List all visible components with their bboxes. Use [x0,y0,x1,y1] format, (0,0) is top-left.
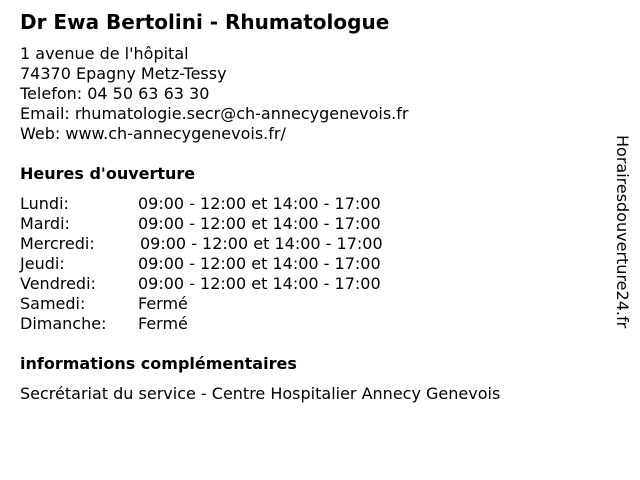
address-city: 74370 Epagny Metz-Tessy [20,64,227,83]
watermark-text: Horairesdouverture24.fr [613,135,632,329]
info-text: Secrétariat du service - Centre Hospitalier Annecy Genevois [20,384,501,403]
day-hours: 09:00 - 12:00 et 14:00 - 17:00 [138,194,381,213]
day-label: Vendredi: [20,274,96,293]
day-hours: 09:00 - 12:00 et 14:00 - 17:00 [138,274,381,293]
day-hours: Fermé [138,314,188,333]
address-street: 1 avenue de l'hôpital [20,44,189,63]
web-text: Web: www.ch-annecygenevois.fr/ [20,124,286,143]
address-block [20,44,408,144]
day-label: Mardi: [20,214,70,233]
day-hours: 09:00 - 12:00 et 14:00 - 17:00 [140,234,383,253]
email-text: Email: rhumatologie.secr@ch-annecygenevois.fr [20,104,409,123]
day-label: Dimanche: [20,314,107,333]
hours-heading: Heures d'ouverture [20,164,196,183]
day-hours: 09:00 - 12:00 et 14:00 - 17:00 [138,254,381,273]
phone-text: Telefon: 04 50 63 63 30 [20,84,210,103]
page-title: Dr Ewa Bertolini - Rhumatologue [20,10,390,34]
day-label: Samedi: [20,294,86,313]
day-hours: 09:00 - 12:00 et 14:00 - 17:00 [138,214,381,233]
day-label: Lundi: [20,194,69,213]
info-heading: informations complémentaires [20,354,297,373]
day-label: Jeudi: [20,254,65,273]
day-label: Mercredi: [20,234,95,253]
day-hours: Fermé [138,294,188,313]
